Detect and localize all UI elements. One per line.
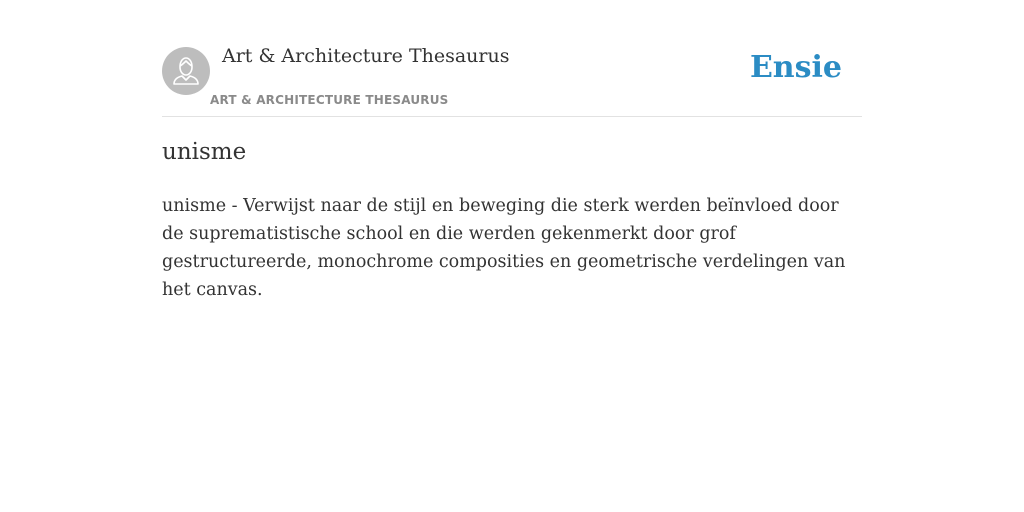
entry-definition: unisme - Verwijst naar de stijl en beweging die sterk werden beïnvloed door de suprematistische school en die werden gekenmerkt door grof gestructureerde, monochrome composities en geometrische verdelingen van het canvas. — [162, 196, 846, 300]
source-label: ART & ARCHITECTURE THESAURUS — [210, 93, 449, 107]
author-name[interactable]: Art & Architecture Thesaurus — [222, 45, 510, 67]
brand-logo[interactable]: Ensie — [749, 50, 842, 85]
entry-card — [162, 0, 862, 512]
avatar[interactable] — [162, 47, 210, 95]
entry-title: unisme — [162, 139, 247, 165]
entry-header — [162, 0, 862, 117]
user-silhouette-icon — [162, 47, 210, 95]
